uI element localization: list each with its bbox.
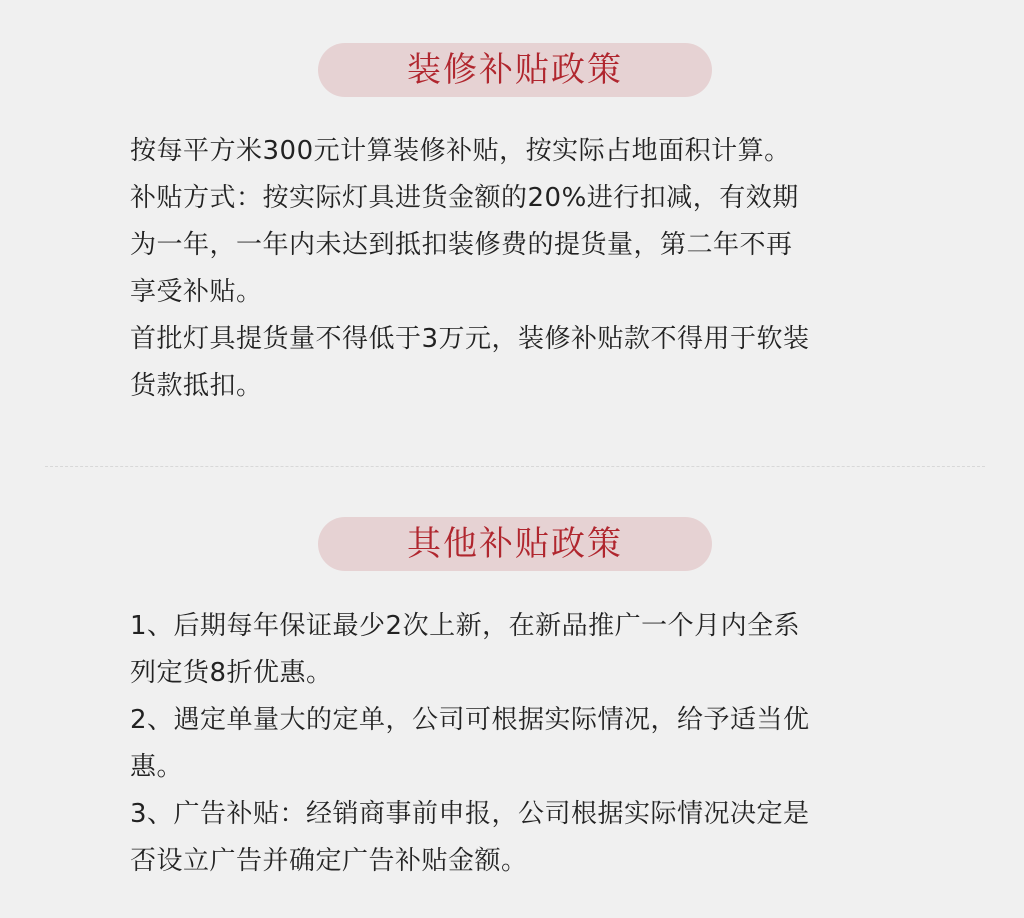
section-title-renovation-subsidy: 装修补贴政策	[318, 43, 712, 97]
paragraph-line: 货款抵扣。	[130, 371, 263, 401]
list-item-line: 3、广告补贴：经销商事前申报，公司根据实际情况决定是	[130, 799, 810, 829]
paragraph-line: 首批灯具提货量不得低于3万元，装修补贴款不得用于软装	[130, 324, 810, 354]
list-item-line: 否设立广告并确定广告补贴金额。	[130, 846, 528, 876]
section-divider	[45, 466, 985, 467]
section-body-other-subsidy	[130, 603, 920, 885]
paragraph-line: 享受补贴。	[130, 277, 263, 307]
paragraph-line: 为一年，一年内未达到抵扣装修费的提货量，第二年不再	[130, 230, 793, 260]
list-item-line: 惠。	[130, 752, 184, 782]
paragraph-line: 按每平方米300元计算装修补贴，按实际占地面积计算。	[130, 136, 791, 166]
list-item-line: 列定货8折优惠。	[130, 658, 333, 688]
section-title-other-subsidy: 其他补贴政策	[318, 517, 712, 571]
section-body-renovation-subsidy	[130, 128, 920, 410]
list-item-line: 1、后期每年保证最少2次上新，在新品推广一个月内全系	[130, 611, 801, 641]
paragraph-line: 补贴方式：按实际灯具进货金额的20%进行扣减，有效期	[130, 183, 799, 213]
list-item-line: 2、遇定单量大的定单，公司可根据实际情况，给予适当优	[130, 705, 810, 735]
